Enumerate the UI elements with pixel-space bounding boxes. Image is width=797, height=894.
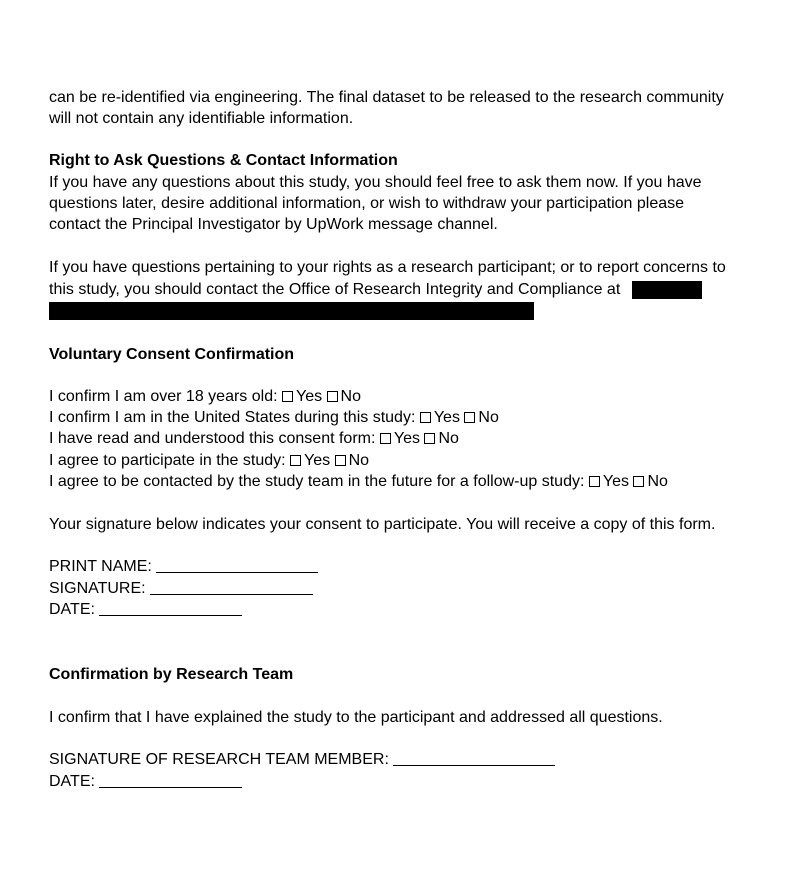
consent-item-participate: [49, 450, 369, 471]
consent-item-age: [49, 386, 361, 407]
consent-heading: Voluntary Consent Confirmation: [49, 346, 295, 363]
read-no-checkbox[interactable]: [424, 433, 435, 444]
age-no-checkbox[interactable]: [327, 391, 338, 402]
signature-row: [49, 578, 313, 599]
date-row: [49, 599, 242, 620]
questions-p2-line-1: If you have questions pertaining to your rights as a research participant; or to report concerns to: [49, 259, 726, 276]
consent-item-contact: [49, 471, 668, 492]
consent-item-us: [49, 407, 499, 428]
no-label: No: [647, 473, 668, 490]
signature-field[interactable]: [150, 579, 313, 595]
questions-heading: Right to Ask Questions & Contact Information: [49, 152, 398, 169]
signature-label: SIGNATURE:: [49, 580, 146, 597]
questions-p1-line-1: If you have any questions about this study, you should feel free to ask them now. If you have: [49, 174, 702, 191]
yes-label: Yes: [304, 452, 331, 469]
participate-yes-checkbox[interactable]: [290, 455, 301, 466]
yes-label: Yes: [602, 473, 629, 490]
team-statement: I confirm that I have explained the study to the participant and addressed all questions.: [49, 709, 663, 726]
read-yes-checkbox[interactable]: [380, 433, 391, 444]
team-date-label: DATE:: [49, 773, 95, 790]
questions-p2-line-2: this study, you should contact the Office of Research Integrity and Compliance at: [49, 281, 621, 298]
print-name-row: [49, 556, 318, 577]
no-label: No: [438, 430, 459, 447]
redacted-contact-block-1: [632, 281, 702, 299]
team-heading: Confirmation by Research Team: [49, 666, 294, 683]
yes-label: Yes: [393, 430, 420, 447]
yes-label: Yes: [295, 388, 323, 405]
team-signature-field[interactable]: [393, 750, 555, 766]
consent-item-contact-label: I agree to be contacted by the study team in the future for a follow-up study:: [49, 473, 585, 490]
signature-note: Your signature below indicates your consent to participate. You will receive a copy of this form.: [49, 516, 716, 533]
redacted-contact-block-2: [49, 302, 534, 320]
no-label: No: [348, 452, 370, 469]
consent-item-age-label: I confirm I am over 18 years old:: [49, 388, 278, 405]
date-field[interactable]: [99, 600, 242, 616]
print-name-field[interactable]: [156, 557, 318, 573]
no-label: No: [478, 409, 499, 426]
team-signature-row: [49, 749, 555, 770]
questions-p1-line-2: questions later, desire additional information, or wish to withdraw your participation please: [49, 195, 685, 212]
contact-yes-checkbox[interactable]: [589, 476, 600, 487]
us-yes-checkbox[interactable]: [420, 412, 431, 423]
contact-no-checkbox[interactable]: [633, 476, 644, 487]
consent-item-us-label: I confirm I am in the United States during this study:: [49, 409, 416, 426]
questions-p1-line-3: contact the Principal Investigator by UpWork message channel.: [49, 216, 498, 233]
consent-item-participate-label: I agree to participate in the study:: [49, 452, 286, 469]
team-signature-label: SIGNATURE OF RESEARCH TEAM MEMBER:: [49, 751, 389, 768]
yes-label: Yes: [433, 409, 460, 426]
consent-item-read: [49, 428, 459, 449]
participate-no-checkbox[interactable]: [335, 455, 346, 466]
us-no-checkbox[interactable]: [464, 412, 475, 423]
print-name-label: PRINT NAME:: [49, 558, 152, 575]
team-date-row: [49, 771, 242, 792]
age-yes-checkbox[interactable]: [282, 391, 293, 402]
date-label: DATE:: [49, 601, 95, 618]
intro-line-2: will not contain any identifiable information.: [49, 110, 354, 127]
no-label: No: [340, 388, 361, 405]
team-date-field[interactable]: [99, 772, 242, 788]
consent-item-read-label: I have read and understood this consent form:: [49, 430, 376, 447]
intro-line-1: can be re-identified via engineering. The final dataset to be released to the research community: [49, 89, 724, 106]
